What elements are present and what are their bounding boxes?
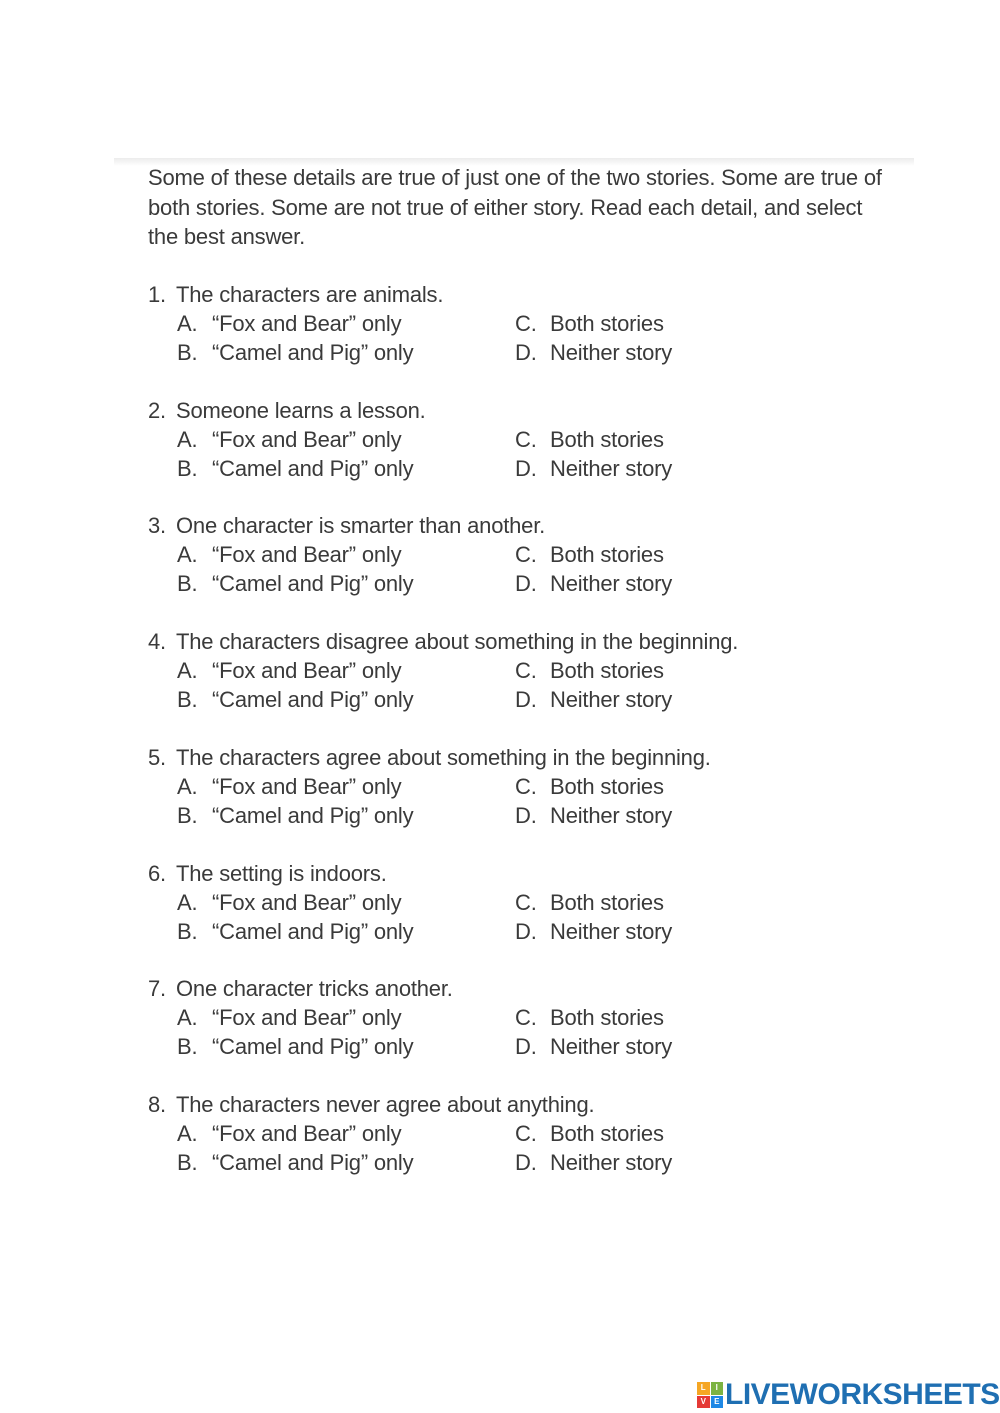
option-c[interactable] — [515, 1003, 664, 1032]
liveworksheets-logo-icon — [697, 1382, 723, 1408]
option-letter: C. — [515, 658, 537, 683]
option-letter: A. — [177, 1121, 198, 1146]
logo-cell: E — [711, 1396, 724, 1409]
question-block — [148, 974, 848, 1061]
option-letter: C. — [515, 774, 537, 799]
question-block — [148, 511, 848, 598]
option-text: “Fox and Bear” only — [212, 774, 402, 799]
question-number: 3. — [148, 513, 166, 538]
option-text: “Fox and Bear” only — [212, 427, 402, 452]
option-row — [148, 540, 848, 569]
option-d[interactable] — [515, 801, 672, 830]
option-text: Neither story — [550, 571, 673, 596]
question-stem — [148, 511, 848, 540]
option-row — [148, 888, 848, 917]
option-letter: D. — [515, 1034, 537, 1059]
option-text: “Camel and Pig” only — [212, 687, 414, 712]
question-stem — [148, 1090, 848, 1119]
option-d[interactable] — [515, 1032, 672, 1061]
option-text: Neither story — [550, 919, 673, 944]
instructions-text: Some of these details are true of just one of the two stories. Some are true of both stories. Some are not true of either story. Read each detail, and select the best answer. — [148, 165, 882, 249]
option-a[interactable] — [177, 888, 401, 917]
question-block — [148, 859, 848, 946]
option-d[interactable] — [515, 569, 672, 598]
question-stem — [148, 627, 848, 656]
logo-cell: V — [697, 1396, 710, 1409]
option-letter: A. — [177, 542, 198, 567]
option-letter: C. — [515, 1121, 537, 1146]
question-number: 2. — [148, 398, 166, 423]
option-c[interactable] — [515, 540, 664, 569]
option-c[interactable] — [515, 656, 664, 685]
question-text: One character is smarter than another. — [176, 513, 546, 538]
option-row — [148, 1119, 848, 1148]
option-row — [148, 656, 848, 685]
option-b[interactable] — [177, 685, 413, 714]
option-letter: D. — [515, 456, 537, 481]
question-block — [148, 396, 848, 483]
option-letter: B. — [177, 340, 198, 365]
question-text: The characters agree about something in the beginning. — [176, 745, 711, 770]
option-letter: C. — [515, 1005, 537, 1030]
option-letter: B. — [177, 803, 198, 828]
option-letter: A. — [177, 658, 198, 683]
option-c[interactable] — [515, 1119, 664, 1148]
option-text: Both stories — [550, 427, 664, 452]
question-number: 8. — [148, 1092, 166, 1117]
brand-name: LIVEWORKSHEETS — [725, 1378, 1000, 1411]
option-d[interactable] — [515, 917, 672, 946]
option-b[interactable] — [177, 569, 413, 598]
option-row — [148, 454, 848, 483]
logo-cell: I — [711, 1382, 724, 1395]
option-row — [148, 569, 848, 598]
option-c[interactable] — [515, 425, 664, 454]
option-b[interactable] — [177, 917, 413, 946]
question-text: The characters disagree about something in the beginning. — [176, 629, 739, 654]
option-text: Neither story — [550, 1150, 673, 1175]
option-d[interactable] — [515, 685, 672, 714]
question-text: The characters never agree about anything. — [176, 1092, 595, 1117]
option-letter: D. — [515, 340, 537, 365]
option-letter: A. — [177, 1005, 198, 1030]
question-block — [148, 627, 848, 714]
option-text: “Camel and Pig” only — [212, 456, 414, 481]
option-row — [148, 309, 848, 338]
question-text: Someone learns a lesson. — [176, 398, 426, 423]
question-number: 5. — [148, 745, 166, 770]
option-b[interactable] — [177, 1148, 413, 1177]
question-text: The setting is indoors. — [176, 861, 387, 886]
option-d[interactable] — [515, 454, 672, 483]
option-letter: A. — [177, 890, 198, 915]
option-text: “Fox and Bear” only — [212, 890, 402, 915]
option-a[interactable] — [177, 425, 401, 454]
option-text: Both stories — [550, 890, 664, 915]
question-stem — [148, 280, 848, 309]
question-stem — [148, 396, 848, 425]
option-letter: A. — [177, 774, 198, 799]
option-text: Both stories — [550, 1121, 664, 1146]
option-text: “Camel and Pig” only — [212, 1150, 414, 1175]
question-text: The characters are animals. — [176, 282, 444, 307]
option-text: “Camel and Pig” only — [212, 340, 414, 365]
question-number: 1. — [148, 282, 166, 307]
option-letter: A. — [177, 427, 198, 452]
option-text: Both stories — [550, 658, 664, 683]
option-text: Neither story — [550, 340, 673, 365]
option-b[interactable] — [177, 454, 413, 483]
option-text: “Fox and Bear” only — [212, 311, 402, 336]
question-block — [148, 1090, 848, 1177]
option-letter: C. — [515, 427, 537, 452]
option-b[interactable] — [177, 801, 413, 830]
option-letter: D. — [515, 1150, 537, 1175]
option-b[interactable] — [177, 1032, 413, 1061]
option-a[interactable] — [177, 656, 401, 685]
option-a[interactable] — [177, 309, 401, 338]
option-letter: C. — [515, 542, 537, 567]
option-row — [148, 772, 848, 801]
option-text: Both stories — [550, 774, 664, 799]
option-row — [148, 338, 848, 367]
question-block — [148, 280, 848, 367]
option-a[interactable] — [177, 772, 401, 801]
option-letter: D. — [515, 919, 537, 944]
option-row — [148, 1148, 848, 1177]
option-b[interactable] — [177, 338, 413, 367]
question-stem — [148, 743, 848, 772]
question-block — [148, 743, 848, 830]
option-letter: D. — [515, 687, 537, 712]
option-a[interactable] — [177, 540, 401, 569]
option-c[interactable] — [515, 309, 664, 338]
option-row — [148, 685, 848, 714]
option-letter: A. — [177, 311, 198, 336]
liveworksheets-brand — [697, 1378, 1000, 1412]
option-d[interactable] — [515, 1148, 672, 1177]
option-text: “Camel and Pig” only — [212, 803, 414, 828]
option-text: Both stories — [550, 1005, 664, 1030]
option-a[interactable] — [177, 1003, 401, 1032]
option-text: Both stories — [550, 311, 664, 336]
option-c[interactable] — [515, 772, 664, 801]
option-text: Neither story — [550, 456, 673, 481]
option-letter: B. — [177, 1034, 198, 1059]
option-text: “Fox and Bear” only — [212, 1005, 402, 1030]
question-stem — [148, 974, 848, 1003]
option-text: Neither story — [550, 1034, 673, 1059]
option-text: “Camel and Pig” only — [212, 1034, 414, 1059]
question-stem — [148, 859, 848, 888]
option-letter: C. — [515, 890, 537, 915]
option-letter: D. — [515, 803, 537, 828]
option-text: “Fox and Bear” only — [212, 1121, 402, 1146]
option-a[interactable] — [177, 1119, 401, 1148]
option-row — [148, 1032, 848, 1061]
option-text: “Fox and Bear” only — [212, 542, 402, 567]
option-row — [148, 1003, 848, 1032]
question-number: 7. — [148, 976, 166, 1001]
option-d[interactable] — [515, 338, 672, 367]
option-letter: B. — [177, 571, 198, 596]
option-text: Neither story — [550, 687, 673, 712]
option-text: “Camel and Pig” only — [212, 919, 414, 944]
question-number: 4. — [148, 629, 166, 654]
question-text: One character tricks another. — [176, 976, 453, 1001]
logo-cell: L — [697, 1382, 710, 1395]
option-row — [148, 801, 848, 830]
option-text: “Fox and Bear” only — [212, 658, 402, 683]
option-c[interactable] — [515, 888, 664, 917]
option-text: “Camel and Pig” only — [212, 571, 414, 596]
option-row — [148, 425, 848, 454]
option-letter: B. — [177, 919, 198, 944]
option-letter: C. — [515, 311, 537, 336]
question-number: 6. — [148, 861, 166, 886]
option-letter: B. — [177, 1150, 198, 1175]
option-letter: D. — [515, 571, 537, 596]
option-row — [148, 917, 848, 946]
option-text: Neither story — [550, 803, 673, 828]
option-letter: B. — [177, 456, 198, 481]
option-text: Both stories — [550, 542, 664, 567]
option-letter: B. — [177, 687, 198, 712]
